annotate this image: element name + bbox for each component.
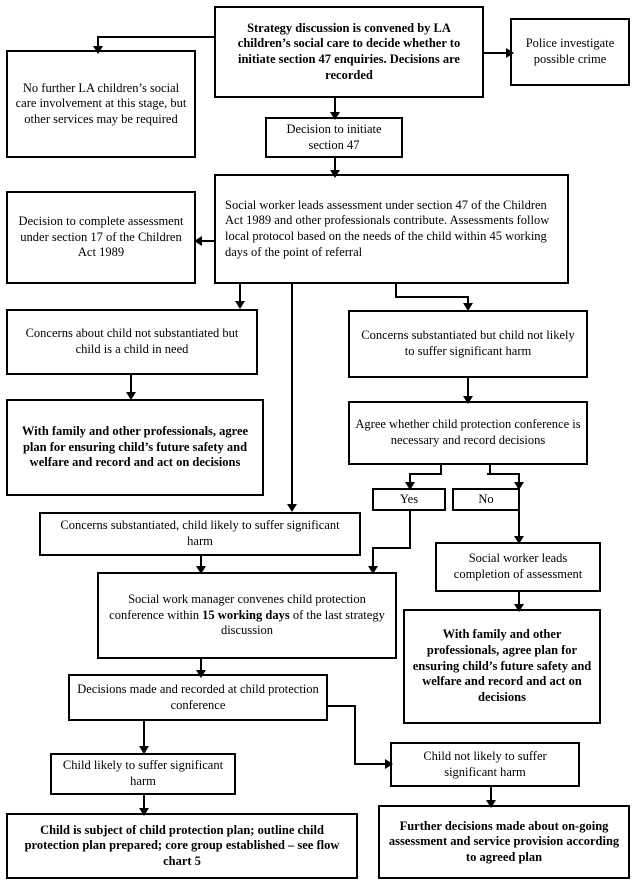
node-police-investigate[interactable] bbox=[510, 18, 630, 86]
arrowhead-to-withfamily-right bbox=[514, 604, 524, 612]
node-decision-initiate-s47-label: Decision to initiate section 47 bbox=[286, 121, 382, 152]
arrowhead-to-childnotlikely bbox=[385, 759, 393, 769]
arrowhead-to-agree-conference bbox=[463, 396, 473, 404]
connector-agree-to-no-h bbox=[487, 473, 520, 475]
node-police-investigate-label: Police investigate possible crime bbox=[525, 36, 615, 66]
node-social-worker-leads-assessment[interactable] bbox=[214, 174, 569, 284]
connector-decisions-right-v bbox=[354, 705, 356, 765]
node-with-family-agree-plan-right[interactable] bbox=[403, 609, 601, 724]
arrowhead-to-assessment bbox=[330, 170, 340, 178]
node-yes-label: Yes bbox=[399, 491, 419, 506]
node-strategy-discussion[interactable] bbox=[214, 6, 484, 98]
arrowhead-to-likely-harm bbox=[287, 504, 297, 512]
node-decision-complete-assessment-s17[interactable] bbox=[6, 191, 196, 284]
node-concerns-not-substantiated[interactable] bbox=[6, 309, 258, 375]
node-concerns-substantiated-not-likely[interactable] bbox=[348, 310, 588, 378]
arrowhead-to-no bbox=[514, 482, 524, 490]
node-agree-whether-conference-label: Agree whether child protection conference is necessary and record decisions bbox=[355, 417, 581, 447]
node-no[interactable] bbox=[452, 488, 520, 511]
arrowhead-to-subjectplan bbox=[139, 808, 149, 816]
node-concerns-substantiated-likely[interactable] bbox=[39, 512, 361, 556]
arrowhead-to-s17 bbox=[194, 236, 202, 246]
node-social-worker-completes-assessment-label: Social worker leads completion of assessment bbox=[453, 551, 583, 581]
arrowhead-likelyharm-to-manager bbox=[196, 566, 206, 574]
node-decision-initiate-s47[interactable] bbox=[265, 117, 403, 158]
connector-assessment-down-right-h bbox=[395, 296, 469, 298]
node-concerns-substantiated-not-likely-label: Concerns substantiated but child not likely to suffer significant harm bbox=[361, 328, 575, 358]
node-yes[interactable] bbox=[372, 488, 446, 511]
node-decision-complete-assessment-s17-label: Decision to complete assessment under section 17 of the Children Act 1989 bbox=[18, 214, 184, 260]
node-with-family-agree-plan-left[interactable] bbox=[6, 399, 264, 496]
node-social-worker-leads-assessment-label: Social worker leads assessment under section 47 of the Children Act 1989 and other professionals contribute. Assessments follow local protocol based on the needs of the child within 45 working days of the point of referral bbox=[225, 197, 550, 259]
arrowhead-to-further-decisions bbox=[486, 800, 496, 808]
arrowhead-strategy-to-police bbox=[506, 48, 514, 58]
arrowhead-manager-to-decisions bbox=[196, 670, 206, 678]
node-strategy-discussion-label: Strategy discussion is convened by LA children’s social care to decide whether to initiate section 47 enquiries. Decisions are recorded bbox=[237, 20, 461, 82]
connector-yes-left bbox=[372, 547, 411, 549]
arrowhead-to-yes bbox=[405, 482, 415, 490]
connector-assessment-to-likely-harm bbox=[291, 283, 293, 510]
connector-strategy-to-nofurther-h bbox=[97, 36, 214, 38]
node-child-not-likely-suffer[interactable] bbox=[390, 742, 580, 787]
node-manager-convenes-conference[interactable] bbox=[97, 572, 397, 659]
arrowhead-to-concerns-sub-not-likely bbox=[463, 303, 473, 311]
node-with-family-agree-plan-right-label: With family and other professionals, agree plan for ensuring child’s future safety and welfare and record and act on decisions bbox=[412, 627, 592, 704]
arrowhead-to-childlikely bbox=[139, 746, 149, 754]
connector-agree-to-yes-h bbox=[409, 473, 442, 475]
node-agree-whether-conference[interactable] bbox=[348, 401, 588, 465]
node-child-likely-suffer[interactable] bbox=[50, 753, 236, 795]
node-decisions-made-recorded[interactable] bbox=[68, 674, 328, 721]
arrowhead-to-nofurther bbox=[93, 46, 103, 54]
node-child-not-likely-suffer-label: Child not likely to suffer significant harm bbox=[423, 748, 547, 779]
node-no-further-involvement[interactable] bbox=[6, 50, 196, 158]
node-manager-convenes-conference-label: Social work manager convenes child protection conference within 15 working days of the last strategy discussion bbox=[109, 592, 385, 638]
node-child-subject-plan-label: Child is subject of child protection plan; outline child protection plan prepared; core group established – see flow chart 5 bbox=[24, 822, 340, 868]
node-social-worker-completes-assessment[interactable] bbox=[435, 542, 601, 592]
node-child-subject-plan[interactable] bbox=[6, 813, 358, 879]
connector-yes-down bbox=[409, 511, 411, 549]
arrowhead-to-concerns-not-sub bbox=[235, 301, 245, 309]
node-child-likely-suffer-label: Child likely to suffer significant harm bbox=[62, 758, 224, 788]
arrowhead-to-decision47 bbox=[330, 112, 340, 120]
node-no-label: No bbox=[478, 491, 494, 506]
node-concerns-substantiated-likely-label: Concerns substantiated, child likely to suffer significant harm bbox=[60, 518, 340, 548]
node-concerns-not-substantiated-label: Concerns about child not substantiated but child is a child in need bbox=[25, 326, 239, 356]
node-with-family-agree-plan-left-label: With family and other professionals, agree plan for ensuring child’s future safety and welfare and record and act on decisions bbox=[21, 424, 249, 470]
node-further-decisions[interactable] bbox=[378, 805, 630, 879]
arrowhead-yes-to-manager bbox=[368, 566, 378, 574]
arrowhead-to-withfamily-left bbox=[126, 392, 136, 400]
connector-decisions-right-h1 bbox=[328, 705, 356, 707]
node-decisions-made-recorded-label: Decisions made and recorded at child protection conference bbox=[77, 681, 319, 712]
arrowhead-no-to-completion bbox=[514, 536, 524, 544]
node-no-further-involvement-label: No further LA children’s social care involvement at this stage, but other services may be required bbox=[15, 80, 187, 126]
node-further-decisions-label: Further decisions made about on-going assessment and service provision according to agreed plan bbox=[388, 818, 620, 864]
